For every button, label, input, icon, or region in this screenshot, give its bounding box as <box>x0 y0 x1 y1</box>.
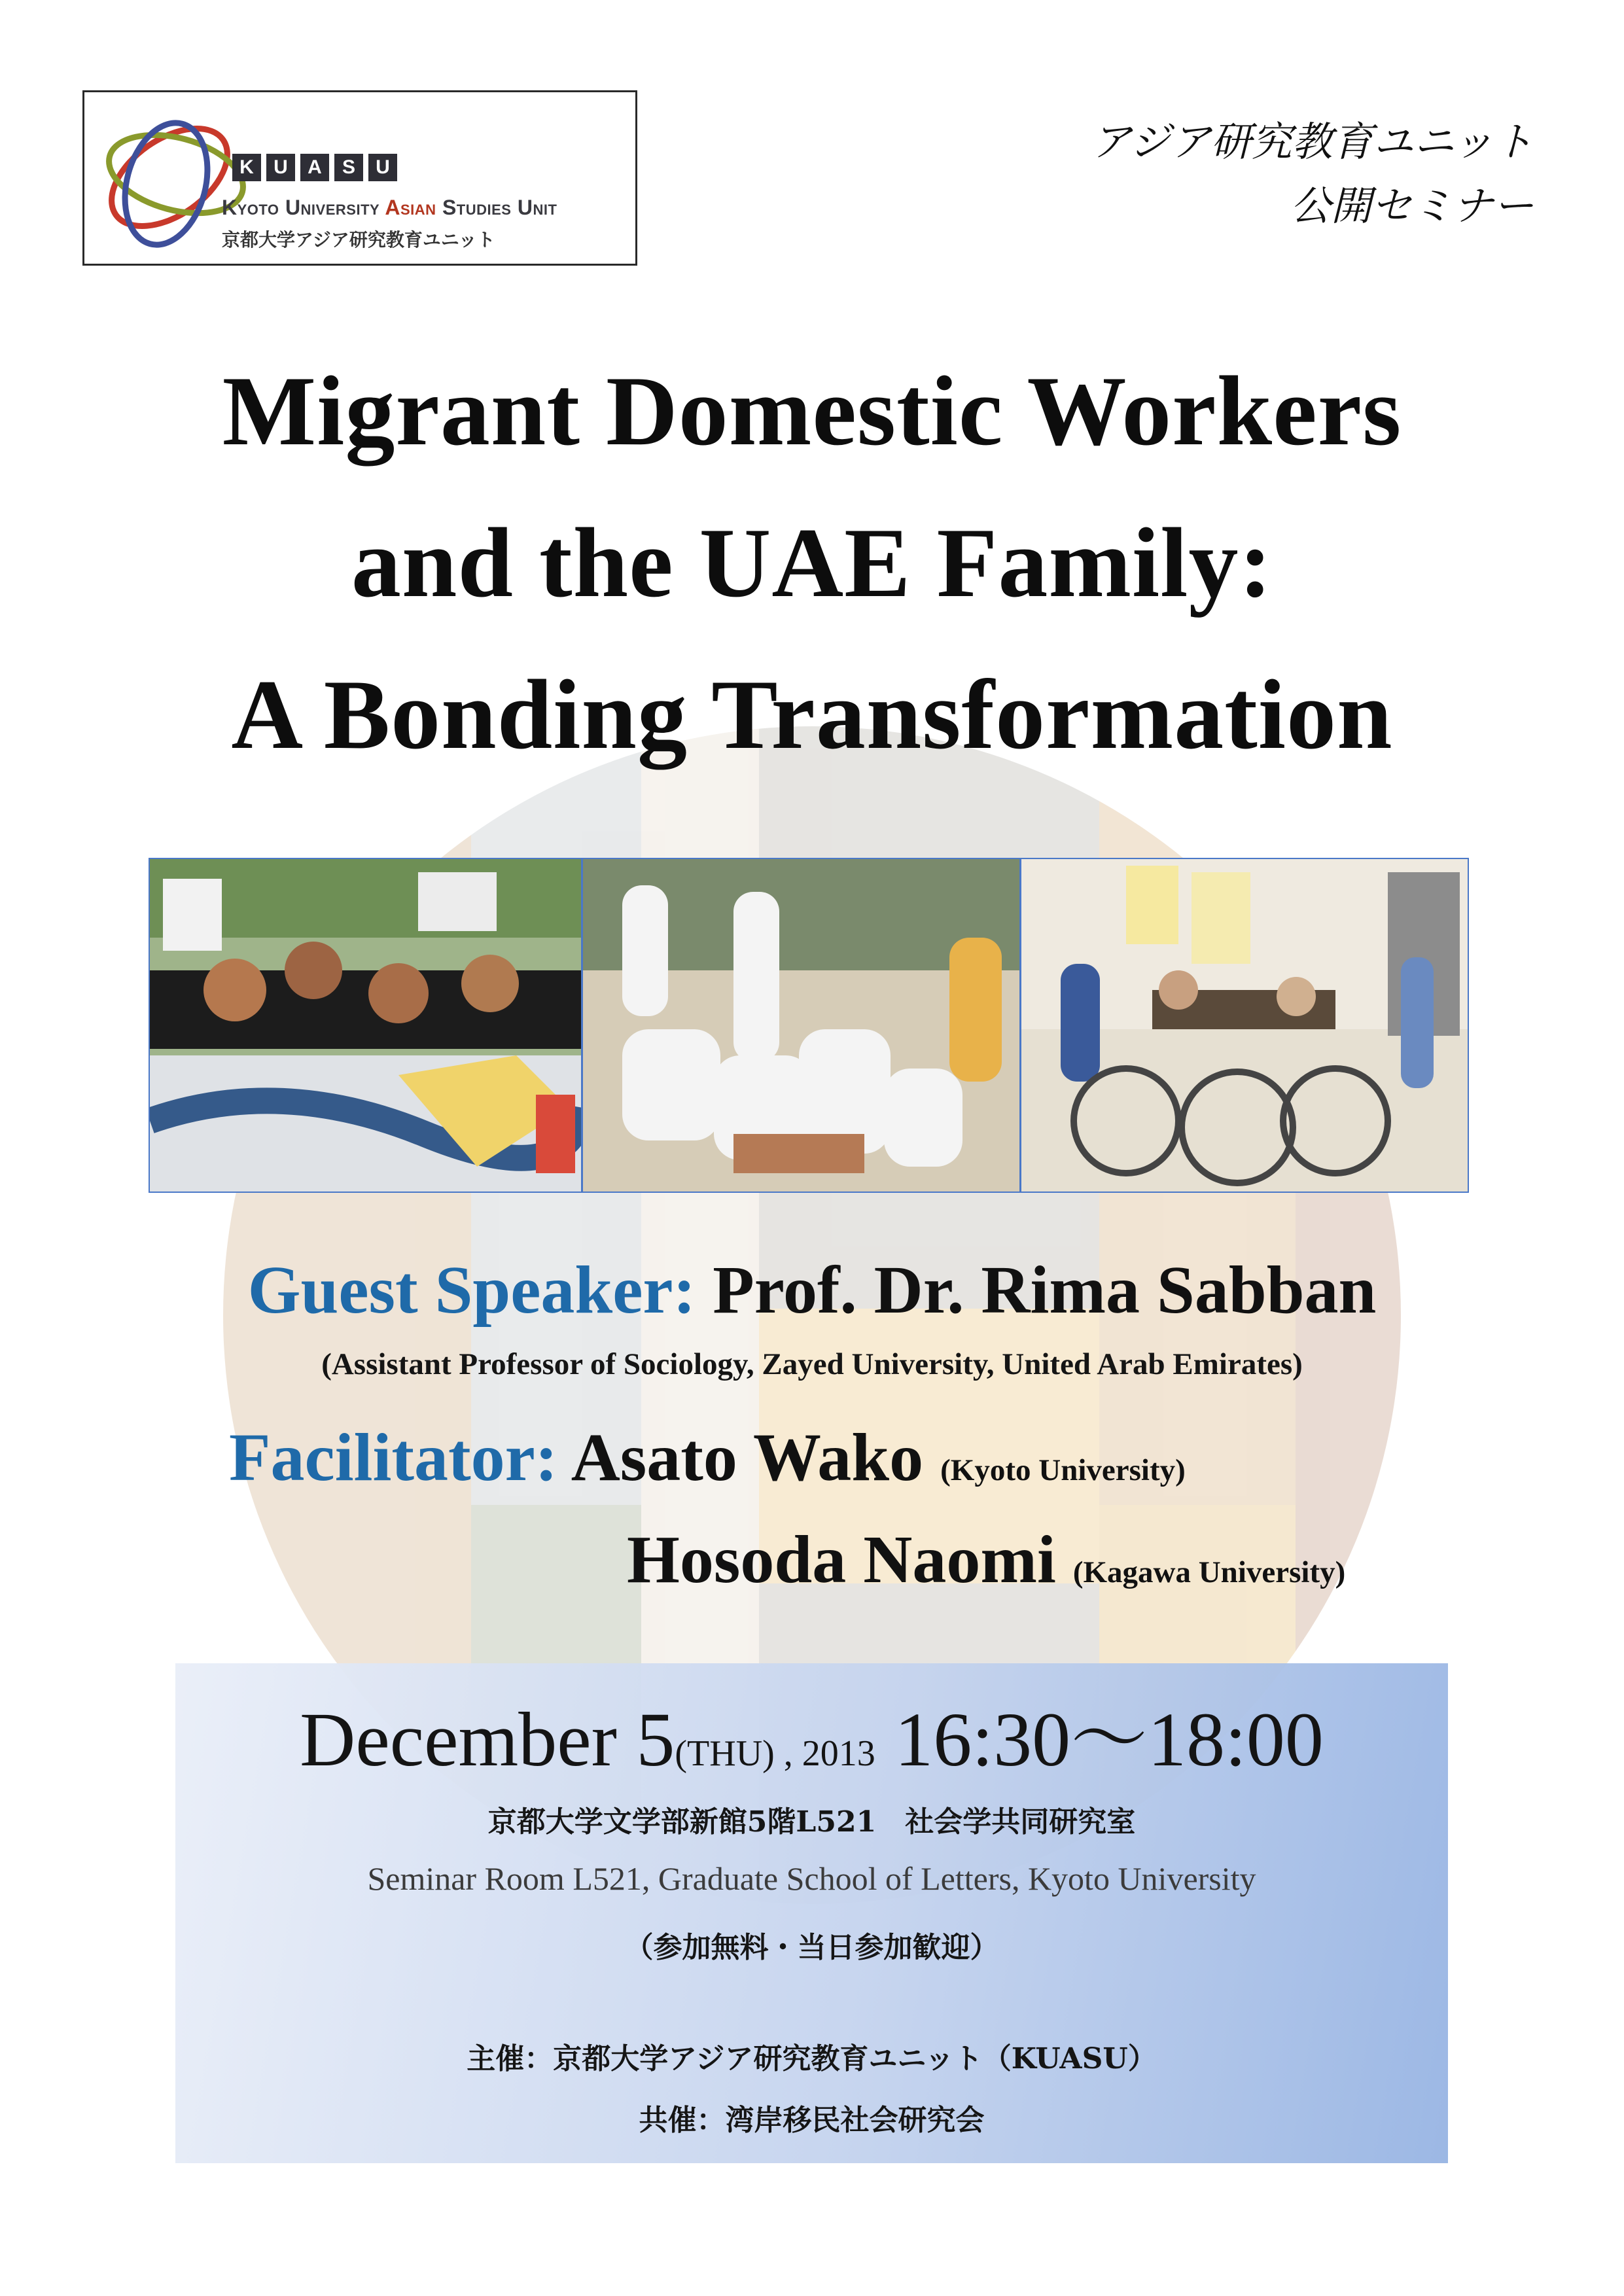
venue-jp: 京都大学文学部新館5階L521 社会学共同研究室 <box>487 1805 1136 1839</box>
title-line3: A Bonding Transformation <box>231 660 1393 769</box>
facilitator-name-1: Asato Wako <box>571 1420 924 1495</box>
event-weekday: (THU) , 2013 <box>675 1733 875 1774</box>
guest-speaker-line <box>0 1251 1624 1329</box>
event-datetime <box>175 1676 1448 1788</box>
logo-letter: S <box>334 154 363 181</box>
guest-speaker-label: Guest Speaker: <box>247 1252 696 1328</box>
logo-letters <box>232 154 402 181</box>
logo-name-part: Kyoto University <box>222 196 385 219</box>
photo-strip <box>149 858 1469 1193</box>
series-heading-line1: アジア研究教育ユニット <box>1090 118 1534 166</box>
event-time: 16:30～18:00 <box>894 1697 1324 1782</box>
photo-care <box>1021 859 1468 1192</box>
facilitator-affiliation-2: (Kagawa University) <box>1072 1555 1346 1589</box>
photo-training <box>583 859 1022 1192</box>
logo-letter: U <box>368 154 397 181</box>
seminar-title <box>39 335 1585 790</box>
facilitator-line-2 <box>627 1521 1345 1598</box>
venue-en: Seminar Room L521, Graduate School of Letters, Kyoto University <box>367 1860 1256 1897</box>
series-heading <box>1091 110 1534 238</box>
facilitator-label: Facilitator: <box>229 1420 558 1495</box>
facilitator-name-2: Hosoda Naomi <box>627 1522 1056 1597</box>
title-line1: Migrant Domestic Workers <box>222 356 1402 466</box>
photo-protest <box>150 859 583 1192</box>
guest-speaker-name: Prof. Dr. Rima Sabban <box>713 1252 1377 1328</box>
kuasu-logo[interactable] <box>82 90 637 266</box>
guest-speaker-affiliation: (Assistant Professor of Sociology, Zayed University, United Arab Emirates) <box>321 1347 1303 1381</box>
logo-name-part: Studies Unit <box>436 196 557 219</box>
event-date: December 5 <box>300 1697 675 1782</box>
facilitator-line <box>229 1419 1186 1496</box>
co-organizer: 共催：湾岸移民社会研究会 <box>639 2104 985 2137</box>
organizer: 主催：京都大学アジア研究教育ユニット（KUASU） <box>467 2042 1157 2075</box>
admission-note: （参加無料・当日参加歓迎） <box>624 1931 999 1964</box>
logo-name-en <box>222 196 557 220</box>
logo-letter: K <box>232 154 261 181</box>
facilitator-affiliation-1: (Kyoto University) <box>940 1453 1186 1487</box>
logo-name-jp: 京都大学アジア研究教育ユニット <box>222 229 495 251</box>
title-line2: and the UAE Family: <box>351 508 1273 618</box>
series-heading-line2: 公開セミナー <box>1290 182 1534 230</box>
logo-letter: U <box>266 154 295 181</box>
logo-letter: A <box>300 154 329 181</box>
logo-name-highlight: Asian <box>385 196 436 219</box>
